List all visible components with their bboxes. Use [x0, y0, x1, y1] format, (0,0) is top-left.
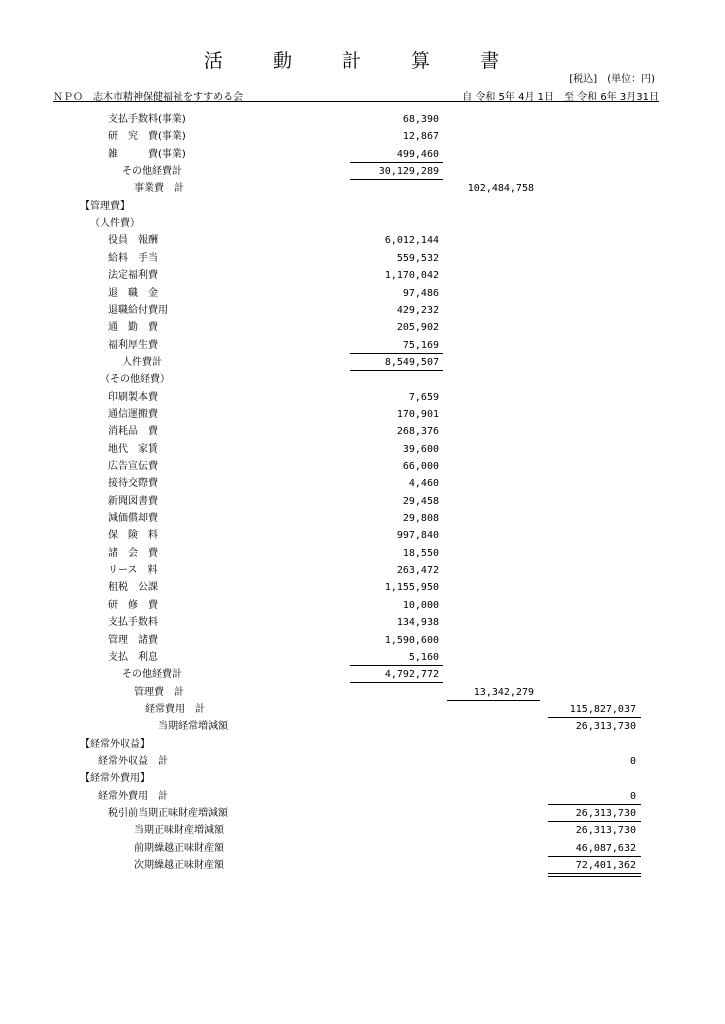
row-label: 接待交際費: [108, 478, 158, 490]
table-row: [0, 146, 725, 163]
row-label: 【経常外費用】: [80, 773, 150, 785]
amount-c3: 46,087,632: [575, 842, 636, 854]
table-row: [0, 475, 725, 492]
row-label: 退職給付費用: [108, 304, 168, 316]
row-label: 印刷製本費: [108, 391, 158, 403]
table-row: [0, 632, 725, 649]
amount-c1: 29,808: [402, 513, 439, 525]
table-row: [0, 232, 725, 249]
amount-c1: 997,840: [396, 530, 439, 542]
amount-c2: 102,484,758: [467, 183, 534, 195]
amount-c1: 68,390: [402, 114, 439, 125]
row-label: 支払 利息: [108, 651, 158, 663]
row-label: 研 究 費(事業): [108, 131, 186, 143]
amount-c1: 6,012,144: [384, 235, 439, 247]
table-row: [0, 736, 725, 753]
row-label: 新聞図書費: [108, 495, 158, 507]
row-label: （その他経費）: [100, 374, 170, 386]
table-row: [0, 527, 725, 544]
row-label: 当期経常増減額: [158, 721, 228, 733]
table-row: [0, 302, 725, 319]
amount-c3: 26,313,730: [575, 721, 636, 733]
amount-c1: 170,901: [396, 408, 439, 420]
row-label: 役員 報酬: [108, 235, 158, 247]
row-label: 次期繰越正味財産額: [134, 860, 224, 872]
table-row: [0, 215, 725, 232]
row-label: 通 勤 費: [108, 322, 158, 334]
amount-c1: 12,867: [402, 131, 439, 143]
amount-c1: 75,169: [402, 339, 439, 351]
row-label: 福利厚生費: [108, 339, 158, 351]
table-row: [0, 389, 725, 406]
amount-c1: 4,460: [408, 478, 439, 490]
amount-c1: 268,376: [396, 426, 439, 438]
table-row: [0, 128, 725, 145]
row-label: 前期繰越正味財産額: [134, 842, 224, 854]
amount-c3: 0: [629, 755, 636, 767]
table-row: [0, 198, 725, 215]
row-label: （人件費）: [90, 218, 140, 230]
table-row: [0, 788, 725, 805]
row-label: その他経費計: [122, 669, 182, 681]
table-row: [0, 579, 725, 596]
amount-c1: 66,000: [402, 461, 439, 472]
fiscal-period: 自 令和 5年 4月 1日 至 令和 6年 3月31日: [462, 92, 659, 103]
row-label: 経常外費用 計: [98, 790, 168, 802]
amount-c1: 30,129,289: [378, 166, 439, 178]
row-label: 経常外収益 計: [98, 755, 168, 767]
row-label: 当期正味財産増減額: [134, 825, 224, 837]
amount-c1: 29,458: [402, 495, 439, 507]
table-row: [0, 805, 725, 822]
table-row: [0, 597, 725, 614]
table-row: [0, 371, 725, 388]
row-label: 消耗品 費: [108, 426, 158, 438]
row-label: 経常費用 計: [145, 703, 205, 715]
row-label: 給料 手当: [108, 252, 158, 264]
table-row: [0, 267, 725, 284]
amount-c3: 0: [629, 790, 636, 802]
amount-c1: 10,000: [402, 599, 439, 611]
row-label: 【管理費】: [80, 200, 130, 212]
row-label: 雑 費(事業): [108, 148, 186, 160]
amount-c3: 72,401,362: [575, 860, 636, 872]
row-label: 諸 会 費: [108, 547, 158, 559]
amount-c1: 97,486: [402, 287, 439, 299]
table-row: [0, 250, 725, 267]
amount-c1: 1,155,950: [384, 582, 439, 594]
row-label: リース 料: [108, 565, 158, 577]
table-row: [0, 684, 725, 701]
amount-c1: 18,550: [402, 547, 439, 559]
amount-c1: 7,659: [408, 391, 439, 403]
table-row: [0, 337, 725, 354]
row-label: 管理費 計: [134, 686, 184, 698]
amount-c3: 115,827,037: [569, 703, 636, 715]
table-row: [0, 423, 725, 440]
amount-c3: 26,313,730: [575, 808, 636, 819]
table-row: [0, 285, 725, 302]
row-label: 人件費計: [122, 356, 162, 368]
amount-c1: 263,472: [396, 565, 439, 577]
row-label: 減価償却費: [108, 513, 158, 525]
amount-c1: 8,549,507: [384, 356, 439, 368]
amount-c1: 559,532: [396, 252, 439, 264]
table-row: [0, 840, 725, 857]
table-row: [0, 857, 725, 874]
row-label: その他経費計: [122, 166, 182, 178]
amount-c1: 429,232: [396, 304, 439, 316]
table-row: [0, 562, 725, 579]
amount-c2: 13,342,279: [473, 686, 534, 698]
table-row: [0, 441, 725, 458]
tax-unit-note: [税込] (単位：円): [569, 74, 655, 85]
row-label: 通信運搬費: [108, 408, 158, 420]
amount-c1: 39,600: [402, 443, 439, 455]
table-row: [0, 649, 725, 666]
amount-c1: 1,590,600: [384, 634, 439, 646]
page-title: 活 動 計 算 書: [203, 50, 522, 72]
row-label: 保 険 料: [108, 530, 158, 542]
row-label: 研 修 費: [108, 599, 158, 611]
header-rule: [53, 101, 659, 102]
amount-c1: 1,170,042: [384, 270, 439, 282]
amount-c1: 4,792,772: [384, 669, 439, 681]
row-label: 支払手数料: [108, 617, 158, 629]
table-row: [0, 753, 725, 770]
row-label: 広告宣伝費: [108, 461, 158, 472]
row-label: 租税 公課: [108, 582, 158, 594]
row-label: 地代 家賃: [108, 443, 158, 455]
amount-c1: 5,160: [408, 651, 439, 663]
row-label: 管理 諸費: [108, 634, 158, 646]
table-row: [0, 458, 725, 475]
table-row: [0, 163, 725, 180]
table-row: [0, 770, 725, 787]
table-row: [0, 111, 725, 128]
table-row: [0, 180, 725, 197]
table-row: [0, 701, 725, 718]
table-row: [0, 666, 725, 683]
table-row: [0, 545, 725, 562]
table-row: [0, 718, 725, 735]
row-label: 支払手数料(事業): [108, 114, 186, 125]
row-label: 法定福利費: [108, 270, 158, 282]
row-label: 事業費 計: [134, 183, 184, 195]
table-row: [0, 822, 725, 839]
table-row: [0, 319, 725, 336]
table-row: [0, 354, 725, 371]
amount-c1: 499,460: [396, 148, 439, 160]
table-row: [0, 614, 725, 631]
row-label: 税引前当期正味財産増減額: [108, 808, 228, 819]
amount-c3: 26,313,730: [575, 825, 636, 837]
amount-c1: 134,938: [396, 617, 439, 629]
double-underline: [548, 873, 641, 877]
table-row: [0, 406, 725, 423]
organization-name: ＮＰＯ 志木市精神保健福祉をすすめる会: [53, 92, 244, 103]
row-label: 退 職 金: [108, 287, 158, 299]
amount-c1: 205,902: [396, 322, 439, 334]
table-row: [0, 510, 725, 527]
table-row: [0, 493, 725, 510]
row-label: 【経常外収益】: [80, 738, 150, 750]
